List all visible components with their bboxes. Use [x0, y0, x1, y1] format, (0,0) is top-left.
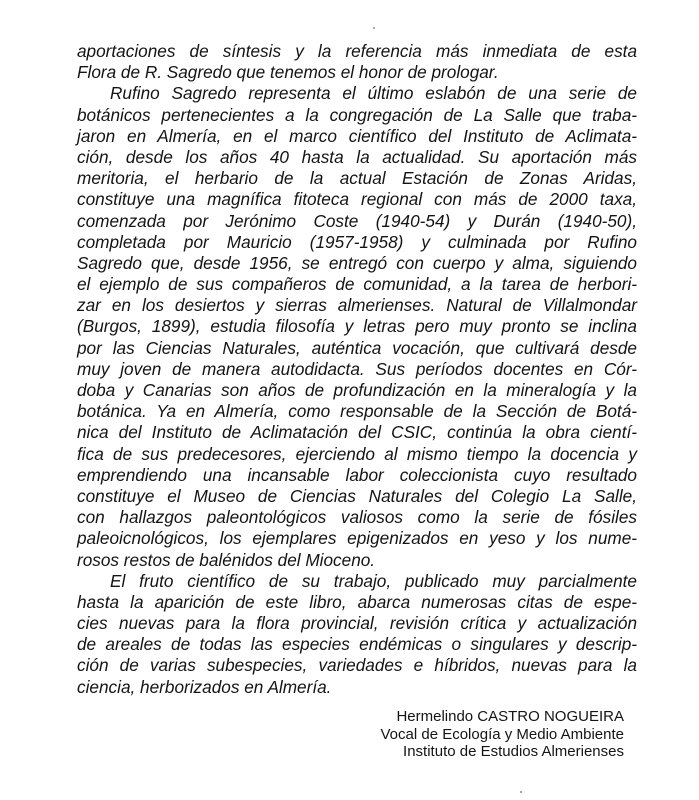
signature-block [381, 708, 625, 761]
author-position: Vocal de Ecología y Medio Ambiente [380, 725, 624, 743]
text-line: completada por Mauricio (1957-1958) y culminada por Rufino [77, 231, 637, 252]
text-line: con hallazgos paleontológicos valiosos como la serie de fósiles [77, 507, 637, 528]
author-institution: Instituto de Estudios Almerienses [403, 743, 624, 760]
author-name: Hermelindo CASTRO NOGUEIRA [396, 708, 624, 725]
text-line: meritoria, el herbario de la actual Estación de Zonas Aridas, [77, 168, 637, 189]
text-line: hasta la aparición de este libro, abarca numerosas citas de espe- [77, 591, 637, 612]
paragraph-1 [77, 41, 637, 83]
text-line: (Burgos, 1899), estudia filosofía y letras pero muy pronto se inclina [77, 316, 637, 337]
text-line: paleoicnológicos, los ejemplares epigenizados en yeso y los nume- [77, 528, 637, 549]
text-line: jaron en Almería, en el marco científico del Instituto de Aclimata- [77, 125, 637, 146]
text-line: de areales de todas las especies endémicas o singulares y descrip- [77, 634, 637, 655]
text-line: botánica. Ya en Almería, como responsable de la Sección de Botá- [77, 401, 637, 422]
text-line: el ejemplo de sus compañeros de comunidad, a la tarea de herbori- [77, 274, 637, 295]
text-line: doba y Canarias son años de profundización en la mineralogía y la [77, 380, 637, 400]
text-line: El fruto científico de su trabajo, publicado muy parcialmente [110, 570, 637, 591]
text-line: fica de sus predecesores, ejerciendo al mismo tiempo la docencia y [77, 443, 637, 464]
text-line: ción de varias subespecies, variedades e híbridos, nuevas para la [77, 655, 637, 676]
prologue-body [77, 41, 637, 698]
text-line: Sagredo que, desde 1956, se entregó con cuerpo y alma, siguiendo [77, 252, 637, 273]
scan-speck [373, 27, 375, 29]
text-line: ciencia, herborizados en Almería. [77, 676, 332, 697]
text-line: Flora de R. Sagredo que tenemos el honor de prologar. [77, 62, 499, 83]
text-line: nica del Instituto de Aclimatación del CSIC, continúa la obra cientí- [77, 422, 637, 443]
text-line: constituye el Museo de Ciencias Naturales del Colegio La Salle, [77, 485, 637, 506]
text-line: Rufino Sagredo representa el último eslabón de una serie de [110, 83, 637, 104]
text-line: emprendiendo una incansable labor coleccionista cuyo resultado [77, 464, 637, 485]
text-line: rosos restos de balénidos del Mioceno. [77, 549, 376, 570]
text-line: zar en los desiertos y sierras almerienses. Natural de Villalmondar [77, 295, 637, 316]
paragraph-3 [77, 571, 637, 698]
text-line: ción, desde los años 40 hasta la actualidad. Su aportación más [77, 146, 637, 167]
text-line: muy joven de manera autodidacta. Sus períodos docentes en Cór- [77, 358, 637, 379]
paragraph-2 [77, 83, 637, 570]
text-line: por las Ciencias Naturales, auténtica vocación, que cultivará desde [77, 337, 637, 358]
text-line: comenzada por Jerónimo Coste (1940-54) y Durán (1940-50), [77, 210, 637, 231]
text-line: aportaciones de síntesis y la referencia más inmediata de esta [77, 41, 637, 61]
scan-speck [520, 791, 522, 793]
text-line: cies nuevas para la flora provincial, revisión crítica y actualización [77, 613, 637, 634]
text-line: botánicos pertenecientes a la congregación de La Salle que traba- [77, 104, 637, 125]
text-line: constituye una magnífica fitoteca regional con más de 2000 taxa, [77, 189, 637, 210]
